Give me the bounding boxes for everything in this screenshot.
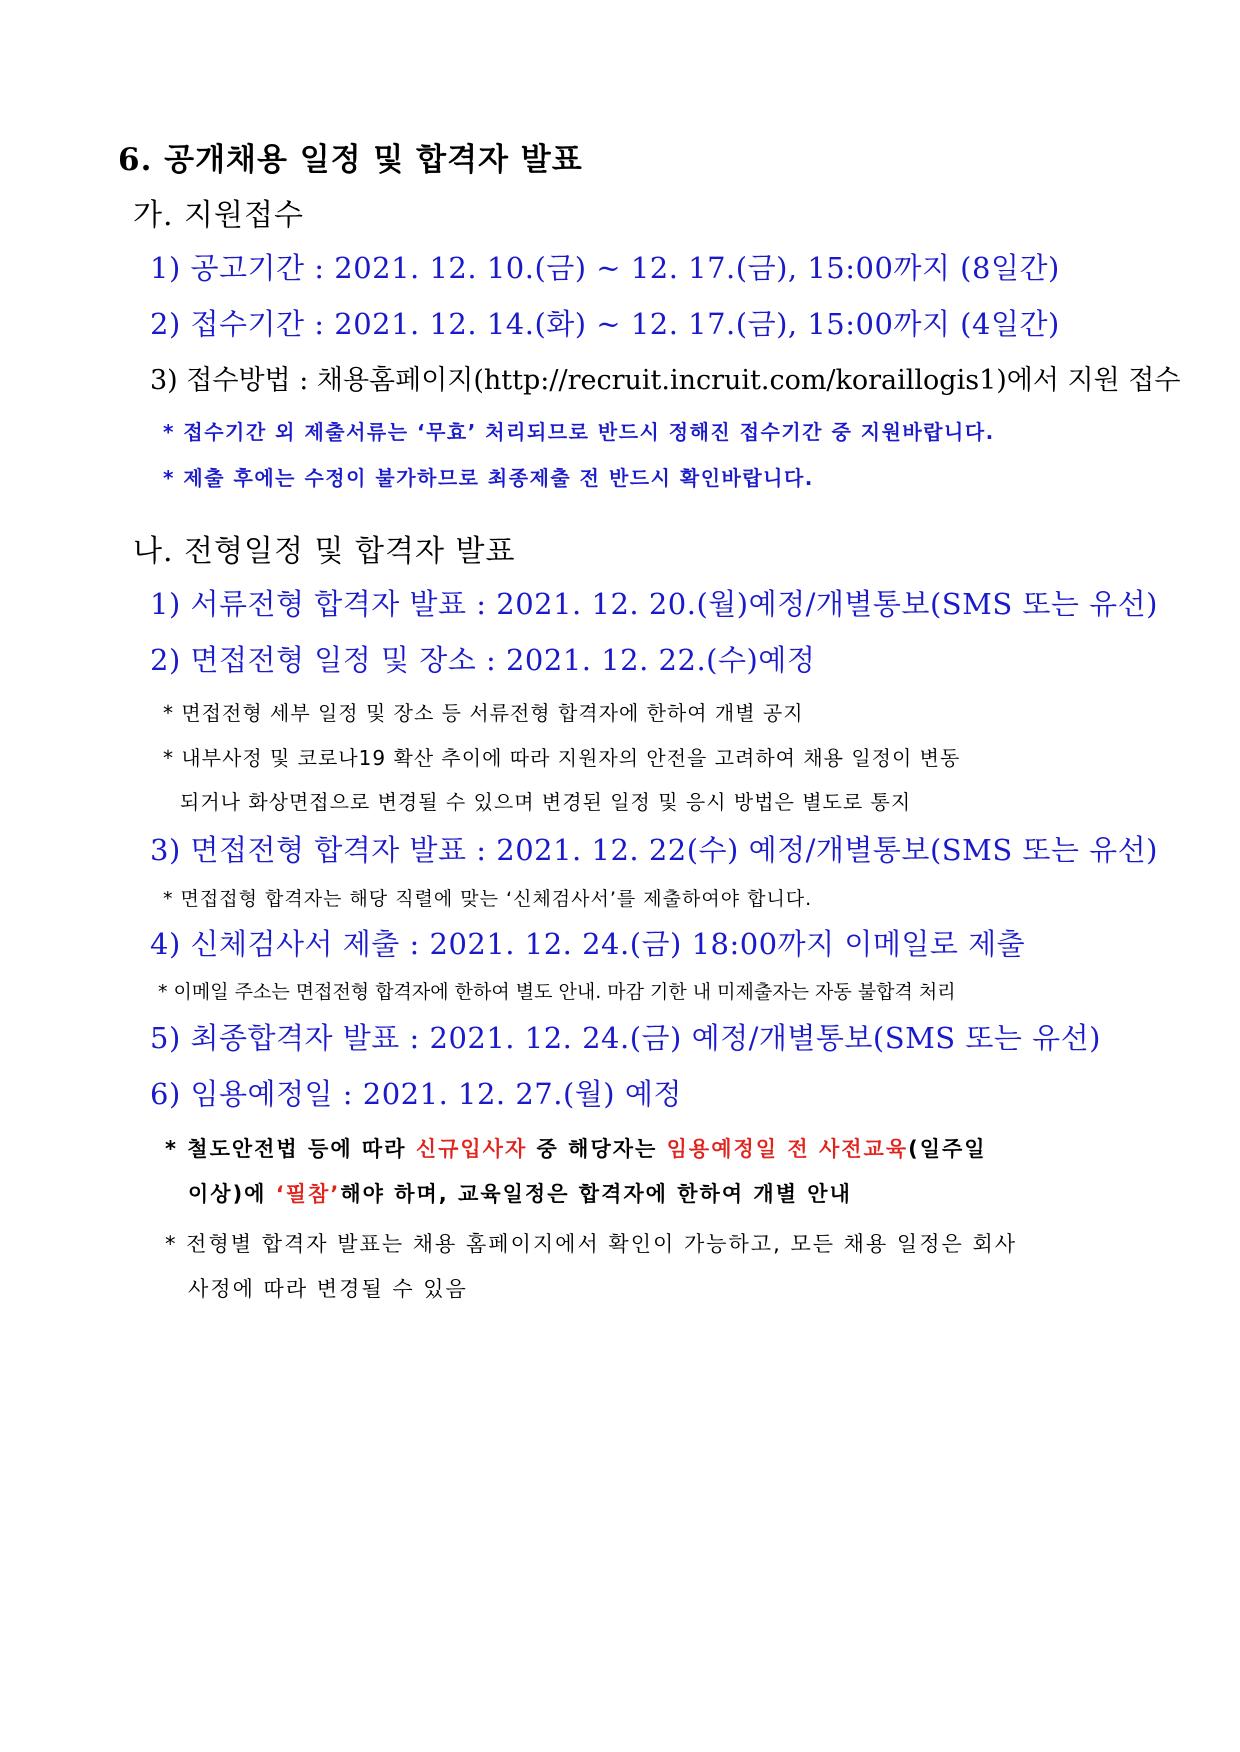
interview-result-item: 3) 면접전형 합격자 발표 : 2021. 12. 22(수) 예정/개별통보(SMS 또는 유선) bbox=[150, 833, 1158, 867]
training-note-line-1: * 철도안전법 등에 따라 신규입사자 중 해당자는 임용예정일 전 사전교육(일주일 bbox=[165, 1137, 987, 1161]
document-screening-item: 1) 서류전형 합격자 발표 : 2021. 12. 20.(월)예정/개별통보(SMS 또는 유선) bbox=[150, 587, 1158, 621]
appointment-date-item: 6) 임용예정일 : 2021. 12. 27.(월) 예정 bbox=[150, 1077, 682, 1111]
interview-schedule-item: 2) 면접전형 일정 및 장소 : 2021. 12. 22.(수)예정 bbox=[150, 643, 816, 677]
interview-result-note: * 면접접형 합격자는 해당 직렬에 맞는 ‘신체검사서’를 제출하여야 합니다. bbox=[163, 888, 813, 910]
application-method-item: 3) 접수방법 : 채용홈페이지(http://recruit.incruit.com/koraillogis1)에서 지원 접수 bbox=[150, 365, 1181, 396]
announcement-note-2: 사정에 따라 변경될 수 있음 bbox=[188, 1277, 468, 1301]
posting-period-item: 1) 공고기간 : 2021. 12. 10.(금) ~ 12. 17.(금), 15:00까지 (8일간) bbox=[150, 251, 1060, 285]
health-certificate-note: * 이메일 주소는 면접전형 합격자에 한하여 별도 안내. 마감 기한 내 미제출자는 자동 불합격 처리 bbox=[158, 981, 956, 1003]
training-note-line-2: 이상)에 ‘필참’해야 하며, 교육일정은 합격자에 한하여 개별 안내 bbox=[188, 1182, 852, 1206]
final-result-item: 5) 최종합격자 발표 : 2021. 12. 24.(금) 예정/개별통보(SMS 또는 유선) bbox=[150, 1021, 1101, 1055]
part-b-heading: 나. 전형일정 및 합격자 발표 bbox=[133, 534, 516, 569]
interview-note-3: 되거나 화상면접으로 변경될 수 있으며 변경된 일정 및 응시 방법은 별도로 통지 bbox=[180, 790, 912, 814]
part-a-heading: 가. 지원접수 bbox=[133, 198, 304, 233]
deadline-note: * 접수기간 외 제출서류는 ‘무효’ 처리되므로 반드시 정해진 접수기간 중 지원바랍니다. bbox=[163, 420, 995, 444]
announcement-note-1: * 전형별 합격자 발표는 채용 홈페이지에서 확인이 가능하고, 모든 채용 일정은 회사 bbox=[165, 1232, 1018, 1256]
section-title: 6. 공개채용 일정 및 합격자 발표 bbox=[118, 142, 583, 178]
application-period-item: 2) 접수기간 : 2021. 12. 14.(화) ~ 12. 17.(금), 15:00까지 (4일간) bbox=[150, 307, 1060, 341]
interview-note-2: * 내부사정 및 코로나19 확산 추이에 따라 지원자의 안전을 고려하여 채용 일정이 변동 bbox=[163, 746, 961, 770]
interview-note-1: * 면접전형 세부 일정 및 장소 등 서류전형 합격자에 한하여 개별 공지 bbox=[163, 701, 804, 725]
submission-note: * 제출 후에는 수정이 불가하므로 최종제출 전 반드시 확인바랍니다. bbox=[163, 466, 814, 490]
health-certificate-item: 4) 신체검사서 제출 : 2021. 12. 24.(금) 18:00까지 이메일로 제출 bbox=[150, 927, 1026, 961]
